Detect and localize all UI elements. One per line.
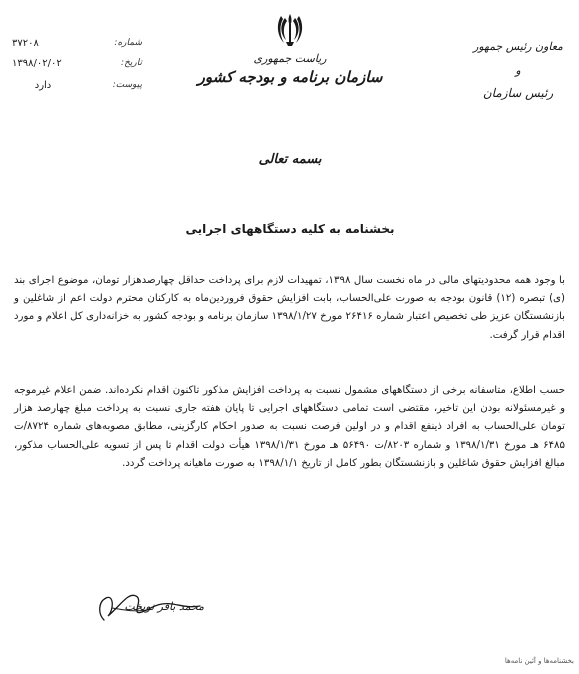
org-presidency-text: ریاست جمهوری [253,52,327,65]
letter-number-label: شماره: [114,38,142,48]
circular-subject: بخشنامه به کلیه دستگاههای اجرایی [185,222,395,236]
iran-emblem-icon [277,12,303,48]
letter-number-row [12,38,142,56]
body-paragraph-2: حسب اطلاع، متاسفانه برخی از دستگاههای مشمول نسبت به پرداخت افزایش مذکور تاکنون اقدام نکرده‌اند. ضمن اعلام غیرموجه و غیرمسئولانه بودن این تاخیر، مقتضی است تمامی دستگاههای اجرایی تا پایان هفته جاری نسبت به پرداخت مبلغ چهارصد هزار تومان علی‌الحساب به افراد ذینفع اقدام و در اولین فرصت نسبت به صدور احکام کارگزینی، مطابق مصوبه‌های شماره ۸۷۲۴/ت ۶۴۸۵ هـ مورخ ۱۳۹۸/۱/۳۱ و شماره ۸۲۰۳/ت ۵۶۴۹۰ هـ مورخ ۱۳۹۸/۱/۳۱ هیأت دولت اقدام تا پس از تسویه علی‌الحساب مذکور، مبالغ افزایش حقوق شاغلین و بازنشستگان بطور کامل از تاریخ ۱۳۹۸/۱/۱ به صورت ماهیانه پرداخت گردد. [14,385,565,469]
letter-attachment-row [12,80,142,98]
letter-attachment-value: دارد [34,80,52,91]
body-paragraph-1: با وجود همه محدودیتهای مالی در ماه نخست سال ۱۳۹۸، تمهیدات لازم برای پرداخت حداقل چهارصدهزار تومان، موضوع اجرای بند (ی) تبصره (۱۲) قانون بودجه به صورت علی‌الحساب، بابت افزایش حقوق فروردین‌ماه به کارکنان محترم دولت اعم از شاغلین و بازنشستگان عزیز طی تخصیص اعتبار شماره ۲۶۴۱۶ مورخ ۱۳۹۸/۱/۲۷ سازمان برنامه و بودجه کشور به خزانه‌داری کل اعلام و مورد اقدام قرار گرفت. [14,275,565,341]
footer-note: بخشنامه‌ها و آئین نامه‌ها [504,657,574,665]
basmala-heading: بسمه تعالی [258,152,322,167]
letter-date-row [12,58,142,76]
signatory-name: محمد باقر نوبخت [124,600,204,613]
letter-attachment-label: پیوست: [112,80,142,90]
recipient-line-2: و [515,64,521,77]
letter-number-value: ۳۷۲۰۸ [12,38,39,49]
org-name-text: سازمان برنامه و بودجه کشور [197,68,383,86]
letter-date-label: تاریخ: [121,58,142,68]
letter-date-value: ۱۳۹۸/۰۲/۰۲ [12,58,62,69]
recipient-line-1: معاون رئیس جمهور [473,40,563,53]
recipient-line-3: رئیس سازمان [482,86,554,100]
